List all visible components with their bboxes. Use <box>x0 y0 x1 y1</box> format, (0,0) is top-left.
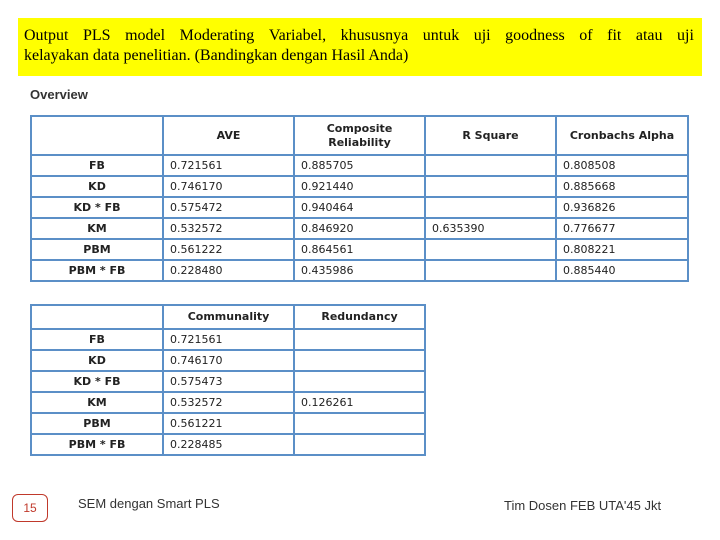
title-word: Variabel, <box>268 27 327 44</box>
table-row <box>31 155 688 176</box>
table-cell: 0.936826 <box>556 197 688 218</box>
column-header: Redundancy <box>294 305 425 329</box>
table-cell: 0.940464 <box>294 197 425 218</box>
table-cell: 0.746170 <box>163 176 294 197</box>
title-word: uji <box>473 27 491 44</box>
table-cell <box>425 155 556 176</box>
overview-heading: Overview <box>30 87 88 102</box>
table-cell: 0.746170 <box>163 350 294 371</box>
table-cell: 0.561221 <box>163 413 294 434</box>
table-cell: 0.808221 <box>556 239 688 260</box>
table-row <box>31 176 688 197</box>
column-header: Cronbachs Alpha <box>556 116 688 155</box>
title-word: uji <box>677 27 694 44</box>
corner-cell <box>31 305 163 329</box>
header-row <box>31 305 425 329</box>
slide-title-line2: kelayakan data penelitian. (Bandingkan dengan Hasil Anda) <box>24 47 409 64</box>
row-label: PBM * FB <box>31 434 163 455</box>
table-cell: 0.776677 <box>556 218 688 239</box>
table-row <box>31 392 425 413</box>
title-word: Output <box>24 27 69 44</box>
title-word: khususnya <box>340 27 409 44</box>
table-row <box>31 434 425 455</box>
communality-table <box>30 304 426 456</box>
table-cell: 0.575473 <box>163 371 294 392</box>
slide-title <box>18 18 702 76</box>
row-label: PBM * FB <box>31 260 163 281</box>
row-label: KD * FB <box>31 197 163 218</box>
row-label: FB <box>31 329 163 350</box>
title-word: model <box>125 27 166 44</box>
table-cell: 0.435986 <box>294 260 425 281</box>
table-row <box>31 413 425 434</box>
table-row <box>31 239 688 260</box>
title-word: PLS <box>82 27 111 44</box>
row-label: KM <box>31 218 163 239</box>
row-label: PBM <box>31 239 163 260</box>
title-word: Moderating <box>179 27 255 44</box>
table-cell: 0.635390 <box>425 218 556 239</box>
table-cell <box>294 329 425 350</box>
table-cell: 0.921440 <box>294 176 425 197</box>
table-row <box>31 197 688 218</box>
table-cell <box>425 197 556 218</box>
footer-right-text: Tim Dosen FEB UTA'45 Jkt <box>504 498 662 513</box>
table-cell <box>425 239 556 260</box>
table-cell <box>294 434 425 455</box>
table-cell: 0.561222 <box>163 239 294 260</box>
title-word: goodness <box>505 27 565 44</box>
table-cell <box>294 371 425 392</box>
table-cell: 0.228485 <box>163 434 294 455</box>
title-word: atau <box>635 27 663 44</box>
row-label: KM <box>31 392 163 413</box>
row-label: KD <box>31 176 163 197</box>
table-cell: 0.864561 <box>294 239 425 260</box>
header-row <box>31 116 688 155</box>
row-label: KD * FB <box>31 371 163 392</box>
row-label: PBM <box>31 413 163 434</box>
footer-left-text: SEM dengan Smart PLS <box>78 496 220 511</box>
table-cell: 0.885668 <box>556 176 688 197</box>
table-row <box>31 350 425 371</box>
table-cell: 0.846920 <box>294 218 425 239</box>
table-row <box>31 371 425 392</box>
slide-title-line1 <box>24 26 694 46</box>
table-cell: 0.721561 <box>163 155 294 176</box>
table-cell: 0.885440 <box>556 260 688 281</box>
table-cell <box>294 350 425 371</box>
overview-table <box>30 115 689 282</box>
table-cell: 0.885705 <box>294 155 425 176</box>
table-cell: 0.126261 <box>294 392 425 413</box>
table-cell: 0.721561 <box>163 329 294 350</box>
table-cell <box>425 176 556 197</box>
row-label: KD <box>31 350 163 371</box>
table-cell <box>425 260 556 281</box>
table-cell: 0.808508 <box>556 155 688 176</box>
table-row <box>31 218 688 239</box>
column-header: Composite Reliability <box>294 116 425 155</box>
table-cell: 0.228480 <box>163 260 294 281</box>
column-header: R Square <box>425 116 556 155</box>
title-word: untuk <box>422 27 460 44</box>
table-cell: 0.532572 <box>163 218 294 239</box>
table-row <box>31 260 688 281</box>
column-header: Communality <box>163 305 294 329</box>
slide-number: 15 <box>12 494 48 522</box>
title-word: fit <box>607 27 622 44</box>
column-header: AVE <box>163 116 294 155</box>
table-cell: 0.532572 <box>163 392 294 413</box>
table-cell: 0.575472 <box>163 197 294 218</box>
table-cell <box>294 413 425 434</box>
title-word: of <box>579 27 593 44</box>
row-label: FB <box>31 155 163 176</box>
table-row <box>31 329 425 350</box>
corner-cell <box>31 116 163 155</box>
